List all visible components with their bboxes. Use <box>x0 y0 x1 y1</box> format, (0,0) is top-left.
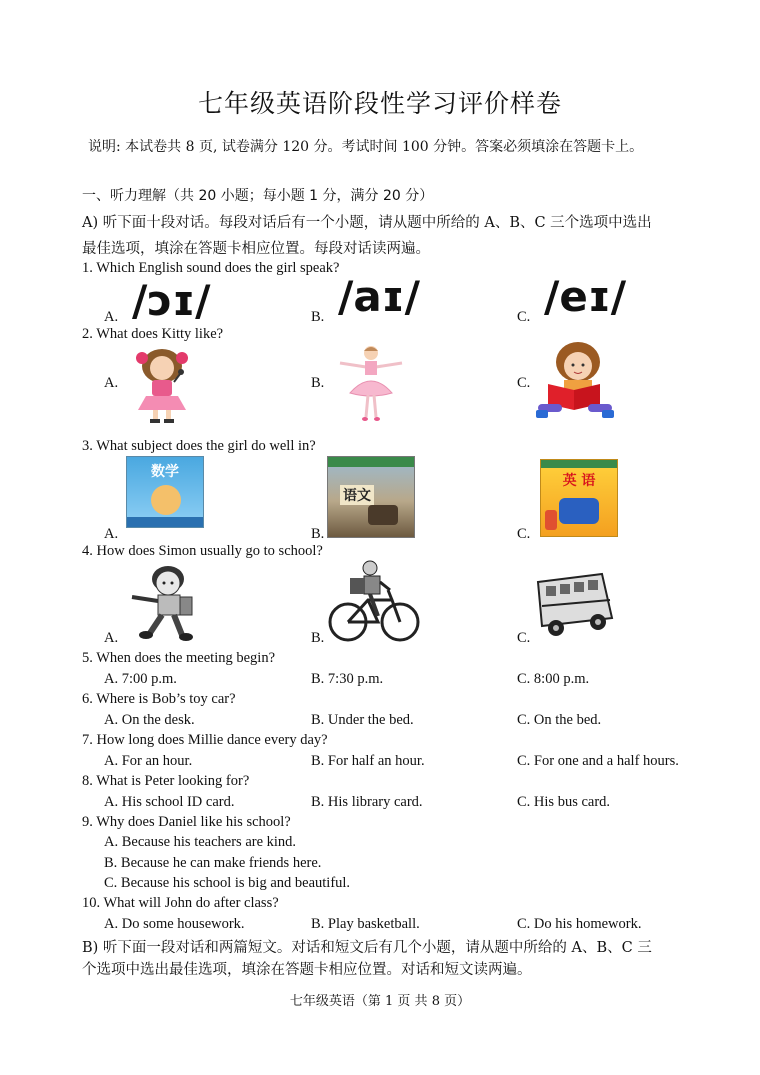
q2-option-b-label: B. <box>311 375 325 391</box>
page-title: 七年级英语阶段性学习评价样卷 <box>197 89 562 118</box>
question-10: 10. What will John do after class? <box>82 895 279 911</box>
q2-option-a-label: A. <box>104 375 119 391</box>
q6-option-a: A. On the desk. <box>104 712 195 728</box>
question-9: 9. Why does Daniel like his school? <box>82 814 291 830</box>
q9-option-b: B. Because he can make friends here. <box>104 855 322 871</box>
q7-option-a: A. For an hour. <box>104 753 193 769</box>
q9-option-c: C. Because his school is big and beautiful. <box>104 875 351 891</box>
q7-option-b: B. For half an hour. <box>311 753 425 769</box>
walking-boy-image <box>124 563 204 643</box>
q6-option-c: C. On the bed. <box>517 712 602 728</box>
q1-phonetic-c: /eɪ/ <box>544 272 627 321</box>
question-3: 3. What subject does the girl do well in? <box>82 438 316 454</box>
page-footer: 七年级英语（第 1 页 共 8 页） <box>289 994 471 1009</box>
q1-phonetic-b: /aɪ/ <box>338 272 420 321</box>
q8-option-c: C. His bus card. <box>517 794 611 810</box>
part-b-instructions-line2: 个选项中选出最佳选项，填涂在答题卡相应位置。对话和短文读两遍。 <box>82 962 532 978</box>
question-5: 5. When does the meeting begin? <box>82 650 276 666</box>
q10-option-b: B. Play basketball. <box>311 916 420 932</box>
math-textbook-image <box>126 456 204 528</box>
part-b-instructions-line1: B) 听下面一段对话和两篇短文。对话和短文后有几个小题，请从题中所给的 A、B、C 三 <box>82 940 652 956</box>
q6-option-b: B. Under the bed. <box>311 712 414 728</box>
q1-phonetic-a: /ɔɪ/ <box>132 276 211 325</box>
q3-option-b-label: B. <box>311 526 325 542</box>
math-book-title: 数学 <box>151 464 179 480</box>
question-4: 4. How does Simon usually go to school? <box>82 543 323 559</box>
q5-option-c: C. 8:00 p.m. <box>517 671 590 687</box>
q3-option-a-label: A. <box>104 526 119 542</box>
english-textbook-image <box>540 459 618 537</box>
q7-option-c: C. For one and a half hours. <box>517 753 679 769</box>
singing-girl-image <box>122 344 204 426</box>
q8-option-b: B. His library card. <box>311 794 423 810</box>
q5-option-a: A. 7:00 p.m. <box>104 671 177 687</box>
q2-option-c-label: C. <box>517 375 531 391</box>
chinese-book-title: 语文 <box>340 485 374 505</box>
school-bus-image <box>532 568 618 640</box>
q3-option-c-label: C. <box>517 526 531 542</box>
part-a-instructions-line2: 最佳选项，填涂在答题卡相应位置。每段对话读两遍。 <box>82 241 430 257</box>
dancing-girl-image <box>330 343 412 425</box>
english-book-title: 英 语 <box>562 473 596 489</box>
q10-option-a: A. Do some housework. <box>104 916 245 932</box>
reading-girl-image <box>534 340 616 426</box>
section-heading-listening: 一、听力理解（共 20 小题；每小题 1 分，满分 20 分） <box>82 188 434 204</box>
book-scene-icon <box>368 505 398 525</box>
q4-option-a-label: A. <box>104 630 119 646</box>
book-cartoon-icon <box>151 485 181 515</box>
question-8: 8. What is Peter looking for? <box>82 773 250 789</box>
q1-option-b-label: B. <box>311 309 325 325</box>
q9-option-a: A. Because his teachers are kind. <box>104 834 297 850</box>
q10-option-c: C. Do his homework. <box>517 916 642 932</box>
question-6: 6. Where is Bob’s toy car? <box>82 691 236 707</box>
q4-option-b-label: B. <box>311 630 325 646</box>
question-7: 7. How long does Millie dance every day? <box>82 732 328 748</box>
exam-instructions: 说明: 本试卷共 8 页, 试卷满分 120 分。考试时间 100 分钟。答案必须填涂在答题卡上。 <box>88 139 644 155</box>
q1-option-c-label: C. <box>517 309 531 325</box>
part-a-instructions-line1: A) 听下面十段对话。每段对话后有一个小题，请从题中所给的 A、B、C 三个选项中选出 <box>82 215 652 231</box>
q5-option-b: B. 7:30 p.m. <box>311 671 384 687</box>
book-radio-icon <box>559 498 599 524</box>
question-1: 1. Which English sound does the girl speak? <box>82 260 340 276</box>
q1-option-a-label: A. <box>104 309 119 325</box>
question-2: 2. What does Kitty like? <box>82 326 224 342</box>
chinese-textbook-image <box>327 456 415 538</box>
q4-option-c-label: C. <box>517 630 531 646</box>
q8-option-a: A. His school ID card. <box>104 794 235 810</box>
cycling-boy-image <box>326 560 422 644</box>
